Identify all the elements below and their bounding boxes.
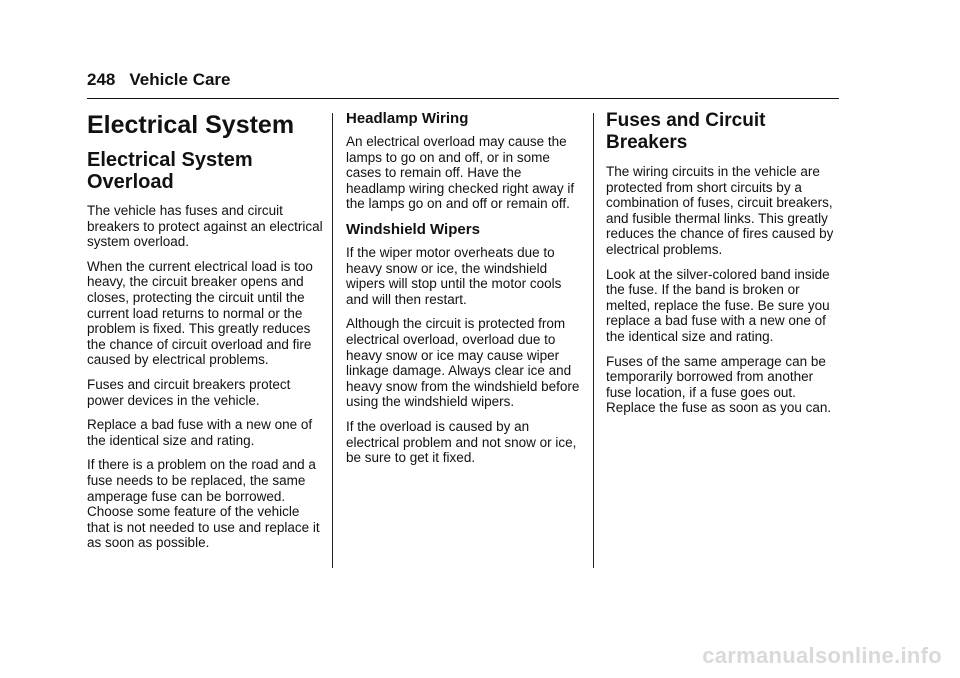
column-divider-left bbox=[332, 113, 333, 568]
paragraph: If the wiper motor overheats due to heavy snow or ice, the windshield wipers will stop until the motor cools and will then restart. bbox=[346, 244, 562, 307]
paragraph: Look at the silver-colored band inside the fuse. If the band is broken or melted, replace the fuse. Be sure you replace a bad fuse with a new one of the identical size and rating. bbox=[606, 266, 830, 344]
subheading-headlamp-wiring: Headlamp Wiring bbox=[346, 110, 469, 127]
paragraph: The vehicle has fuses and circuit breakers to protect against an electrical system overload. bbox=[87, 203, 323, 250]
paragraph: Fuses of the same amperage can be temporarily borrowed from another fuse location, if a fuse goes out. Replace the fuse as soon as you can. bbox=[606, 353, 832, 416]
column-right bbox=[606, 110, 842, 425]
column-middle bbox=[346, 110, 582, 475]
paragraph: If there is a problem on the road and a fuse needs to be replaced, the same amperage fuse can be borrowed. Choose some feature of the vehicle that is not needed to use and replace it as soon as possible. bbox=[87, 457, 320, 551]
subheading-windshield-wipers: Windshield Wipers bbox=[346, 220, 480, 238]
paragraph: Although the circuit is protected from electrical overload, overload due to heavy snow or ice may cause wiper linkage damage. Always clear ice and heavy snow from the windshield before using the windshield wipers. bbox=[346, 316, 580, 410]
section-title: Vehicle Care bbox=[129, 70, 231, 89]
chapter-title: Electrical System bbox=[87, 111, 295, 139]
column-divider-right bbox=[593, 113, 594, 568]
section-heading-overload: Electrical System Overload bbox=[87, 149, 253, 193]
column-left bbox=[87, 110, 325, 560]
paragraph: Replace a bad fuse with a new one of the identical size and rating. bbox=[87, 417, 313, 448]
paragraph: An electrical overload may cause the lamps to go on and off, or in some cases to remain off. Have the headlamp wiring checked right away if the lamps go on and off or remain off. bbox=[346, 134, 575, 212]
page-header bbox=[87, 70, 839, 99]
watermark: carmanualsonline.info bbox=[702, 643, 942, 668]
section-heading-fuses: Fuses and Circuit Breakers bbox=[606, 110, 766, 153]
paragraph: Fuses and circuit breakers protect power devices in the vehicle. bbox=[87, 376, 291, 408]
paragraph: If the overload is caused by an electrical problem and not snow or ice, be sure to get it fixed. bbox=[346, 418, 577, 466]
paragraph: When the current electrical load is too heavy, the circuit breaker opens and closes, protecting the circuit until the current load returns to normal or the problem is fixed. This greatly reduces the chance of circuit overload and fire caused by electrical problems. bbox=[87, 258, 313, 368]
page-number: 248 bbox=[87, 70, 116, 89]
paragraph: The wiring circuits in the vehicle are protected from short circuits by a combination of fuses, circuit breakers, and fusible thermal links. This greatly reduces the chance of fires caused by electrical problems. bbox=[606, 164, 834, 257]
